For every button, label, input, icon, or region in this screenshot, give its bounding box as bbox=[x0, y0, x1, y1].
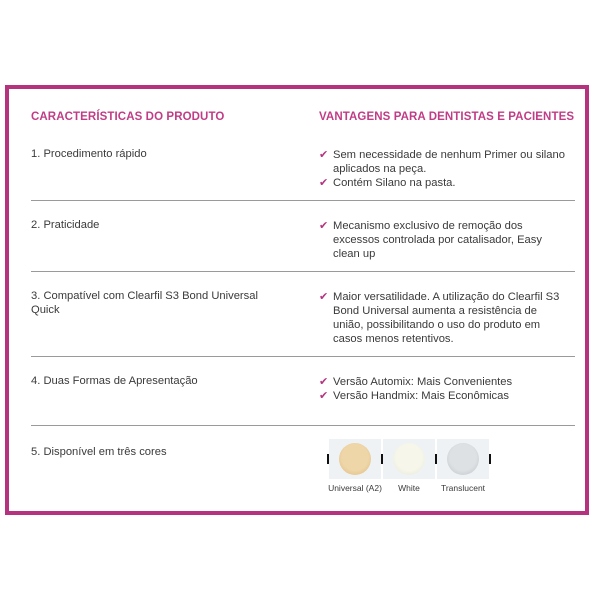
row-divider bbox=[31, 200, 575, 201]
advantage-text: Versão Automix: Mais Convenientes bbox=[333, 376, 513, 388]
check-icon: ✔ bbox=[319, 291, 329, 303]
advantages-2 bbox=[319, 219, 569, 261]
row-divider bbox=[31, 356, 575, 357]
advantage-item bbox=[319, 389, 569, 403]
advantage-item bbox=[319, 176, 569, 190]
product-table-frame bbox=[5, 85, 589, 515]
advantage-text: Mecanismo exclusivo de remoção dos excessos controlada por catalisador, Easy clean up bbox=[333, 220, 542, 260]
advantages-header: VANTAGENS PARA DENTISTAS E PACIENTES bbox=[319, 111, 575, 123]
advantage-text: Versão Handmix: Mais Econômicas bbox=[333, 390, 509, 402]
shade-label-universal: Universal (A2) bbox=[328, 483, 382, 493]
shade-swatch-white bbox=[383, 439, 435, 479]
check-icon: ✔ bbox=[319, 220, 329, 232]
feature-1: 1. Procedimento rápido bbox=[31, 148, 147, 160]
shade-label-white: White bbox=[398, 483, 420, 493]
shade-disc-translucent bbox=[447, 443, 479, 475]
advantages-3 bbox=[319, 290, 569, 346]
advantages-1 bbox=[319, 148, 569, 190]
advantage-text: Sem necessidade de nenhum Primer ou silano aplicados na peça. bbox=[333, 149, 565, 175]
check-icon: ✔ bbox=[319, 376, 329, 388]
feature-3: 3. Compatível com Clearfil S3 Bond Universal Quick bbox=[31, 290, 258, 316]
shade-swatch-universal bbox=[329, 439, 381, 479]
advantage-text: Contém Silano na pasta. bbox=[333, 177, 456, 189]
feature-5: 5. Disponível em três cores bbox=[31, 446, 167, 458]
check-icon: ✔ bbox=[319, 177, 329, 189]
check-icon: ✔ bbox=[319, 390, 329, 402]
features-header: CARACTERÍSTICAS DO PRODUTO bbox=[31, 111, 225, 123]
advantage-item bbox=[319, 375, 569, 389]
shade-disc-white bbox=[393, 443, 425, 475]
advantage-item bbox=[319, 219, 569, 261]
advantage-item bbox=[319, 290, 569, 346]
row-divider bbox=[31, 425, 575, 426]
row-divider bbox=[31, 271, 575, 272]
shade-swatch-translucent bbox=[437, 439, 489, 479]
advantage-item bbox=[319, 148, 569, 176]
shade-disc-universal bbox=[339, 443, 371, 475]
check-icon: ✔ bbox=[319, 149, 329, 161]
feature-4: 4. Duas Formas de Apresentação bbox=[31, 375, 198, 387]
advantage-text: Maior versatilidade. A utilização do Clearfil S3 Bond Universal aumenta a resistência de união, possibilitando o uso do produto em casos menos retentivos. bbox=[333, 291, 560, 345]
shade-label-translucent: Translucent bbox=[440, 483, 486, 493]
advantages-4 bbox=[319, 375, 569, 403]
feature-2: 2. Praticidade bbox=[31, 219, 100, 231]
